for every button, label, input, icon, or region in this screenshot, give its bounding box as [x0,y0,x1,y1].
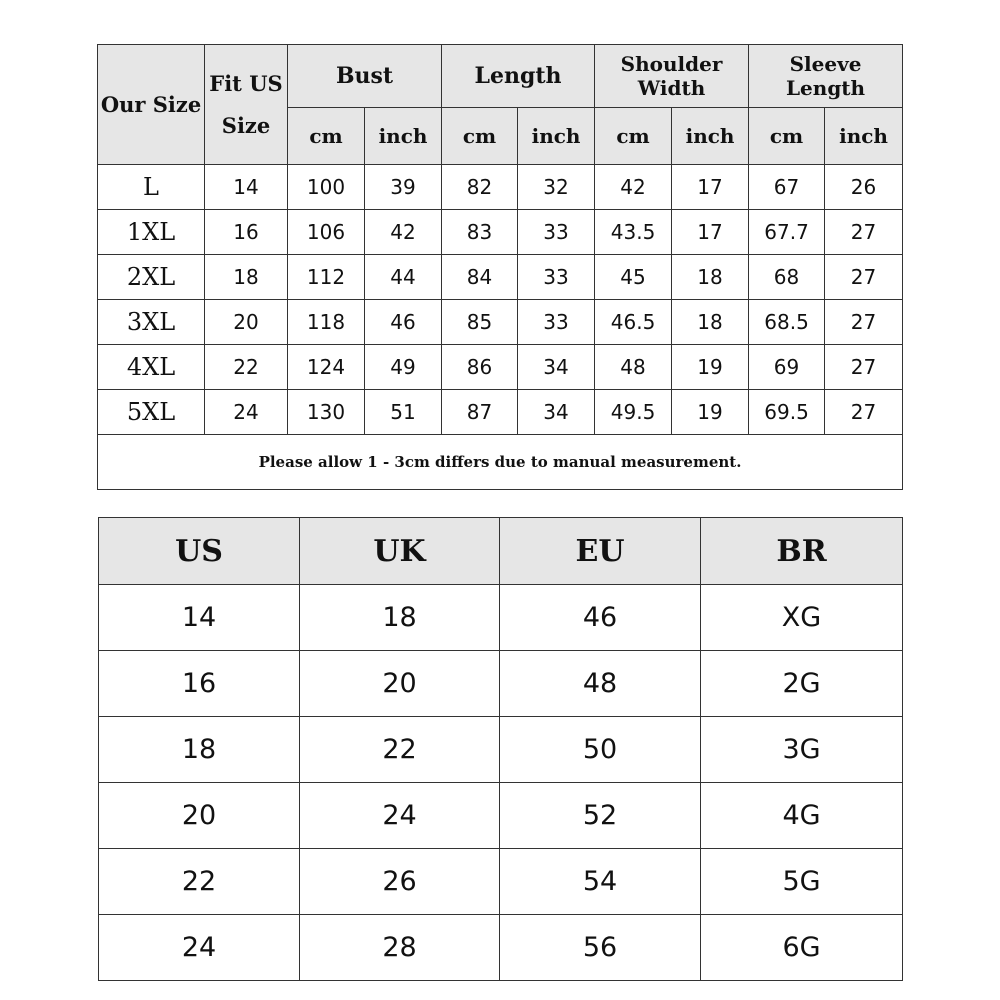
cell-bust-in: 51 [365,390,442,435]
size-row [98,300,903,345]
header-bust-label: Bust [335,63,394,89]
cell-us: 24 [205,390,288,435]
conversion-cell-us: 18 [99,717,300,783]
header-bust [288,45,442,108]
conversion-cell-uk: 18 [300,585,500,651]
cell-len-cm: 86 [442,345,518,390]
conversion-cell-us: 22 [99,849,300,915]
size-row [98,390,903,435]
cell-len-in: 34 [518,345,595,390]
cell-sl-cm: 69.5 [749,390,825,435]
header-our-size-label: Our Size [100,92,202,117]
header-bust-cm: cm [288,108,365,165]
cell-size: 4XL [98,345,205,390]
cell-us: 16 [205,210,288,255]
cell-sh-in: 17 [672,165,749,210]
cell-len-in: 33 [518,255,595,300]
header-sleeve-label: Sleeve [789,52,862,76]
header-sleeve-length [749,45,903,108]
cell-size: 1XL [98,210,205,255]
cell-sl-cm: 68 [749,255,825,300]
conversion-cell-br: 3G [701,717,903,783]
size-row [98,165,903,210]
cell-len-in: 33 [518,210,595,255]
cell-sh-cm: 42 [595,165,672,210]
cell-sl-in: 26 [825,165,903,210]
cell-sl-in: 27 [825,300,903,345]
size-row [98,255,903,300]
conversion-cell-us: 16 [99,651,300,717]
cell-len-cm: 83 [442,210,518,255]
conversion-cell-uk: 28 [300,915,500,981]
header-shoulder-cm: cm [595,108,672,165]
conversion-row [99,783,903,849]
cell-bust-in: 46 [365,300,442,345]
size-chart-body [98,165,903,435]
cell-len-cm: 82 [442,165,518,210]
conversion-row [99,915,903,981]
size-conversion-table [98,517,903,981]
cell-sh-in: 18 [672,300,749,345]
conversion-header-row [99,518,903,585]
header-fit-us-label: Fit US [209,70,283,96]
conversion-cell-eu: 56 [500,915,701,981]
cell-sl-cm: 69 [749,345,825,390]
conversion-cell-uk: 24 [300,783,500,849]
cell-bust-in: 42 [365,210,442,255]
cell-sh-cm: 46.5 [595,300,672,345]
cell-us: 18 [205,255,288,300]
cell-size: L [98,165,205,210]
conversion-cell-eu: 50 [500,717,701,783]
cell-size: 3XL [98,300,205,345]
conversion-row [99,849,903,915]
conversion-row [99,717,903,783]
cell-sh-cm: 45 [595,255,672,300]
conversion-cell-eu: 46 [500,585,701,651]
cell-len-in: 32 [518,165,595,210]
conversion-row [99,585,903,651]
conversion-cell-br: 4G [701,783,903,849]
cell-len-in: 34 [518,390,595,435]
cell-us: 22 [205,345,288,390]
cell-us: 14 [205,165,288,210]
cell-sl-cm: 68.5 [749,300,825,345]
header-bust-inch: inch [365,108,442,165]
header-fit-us-size [205,45,288,165]
cell-bust-in: 49 [365,345,442,390]
header-length-label: Length [474,63,562,89]
cell-bust-cm: 124 [288,345,365,390]
conversion-cell-br: 5G [701,849,903,915]
conversion-cell-eu: 52 [500,783,701,849]
cell-sh-in: 19 [672,345,749,390]
conversion-body [99,585,903,981]
conversion-cell-uk: 20 [300,651,500,717]
cell-sl-cm: 67.7 [749,210,825,255]
conversion-header-eu: EU [500,518,701,585]
cell-bust-cm: 118 [288,300,365,345]
conversion-cell-us: 24 [99,915,300,981]
cell-sh-in: 18 [672,255,749,300]
cell-bust-cm: 106 [288,210,365,255]
cell-len-in: 33 [518,300,595,345]
cell-size: 2XL [98,255,205,300]
size-row [98,210,903,255]
size-row [98,345,903,390]
conversion-header-us: US [99,518,300,585]
conversion-cell-br: 2G [701,651,903,717]
header-shoulder-width [595,45,749,108]
conversion-cell-us: 20 [99,783,300,849]
cell-sl-cm: 67 [749,165,825,210]
cell-len-cm: 84 [442,255,518,300]
conversion-header-br: BR [701,518,903,585]
header-fit-us-size-label: Size [221,112,271,138]
cell-len-cm: 87 [442,390,518,435]
cell-sh-cm: 49.5 [595,390,672,435]
conversion-cell-us: 14 [99,585,300,651]
cell-us: 20 [205,300,288,345]
header-sleeve-length-label: Length [785,76,866,100]
header-sleeve-inch: inch [825,108,903,165]
conversion-cell-br: XG [701,585,903,651]
conversion-cell-uk: 22 [300,717,500,783]
cell-len-cm: 85 [442,300,518,345]
cell-bust-in: 44 [365,255,442,300]
cell-bust-cm: 112 [288,255,365,300]
cell-sl-in: 27 [825,390,903,435]
header-length-inch: inch [518,108,595,165]
header-length [442,45,595,108]
measurement-note: Please allow 1 - 3cm differs due to manual measurement. [98,435,903,490]
size-chart-table [97,44,903,490]
conversion-cell-eu: 48 [500,651,701,717]
cell-sh-in: 17 [672,210,749,255]
cell-sh-cm: 48 [595,345,672,390]
header-length-cm: cm [442,108,518,165]
conversion-header-uk: UK [300,518,500,585]
header-width-label: Width [637,76,706,100]
cell-bust-in: 39 [365,165,442,210]
cell-sl-in: 27 [825,345,903,390]
conversion-cell-uk: 26 [300,849,500,915]
cell-size: 5XL [98,390,205,435]
conversion-row [99,651,903,717]
cell-sl-in: 27 [825,255,903,300]
conversion-cell-eu: 54 [500,849,701,915]
header-sleeve-cm: cm [749,108,825,165]
cell-bust-cm: 100 [288,165,365,210]
cell-sl-in: 27 [825,210,903,255]
cell-bust-cm: 130 [288,390,365,435]
header-shoulder-label: Shoulder [620,52,723,76]
header-shoulder-inch: inch [672,108,749,165]
conversion-cell-br: 6G [701,915,903,981]
header-our-size [98,45,205,165]
cell-sh-cm: 43.5 [595,210,672,255]
cell-sh-in: 19 [672,390,749,435]
